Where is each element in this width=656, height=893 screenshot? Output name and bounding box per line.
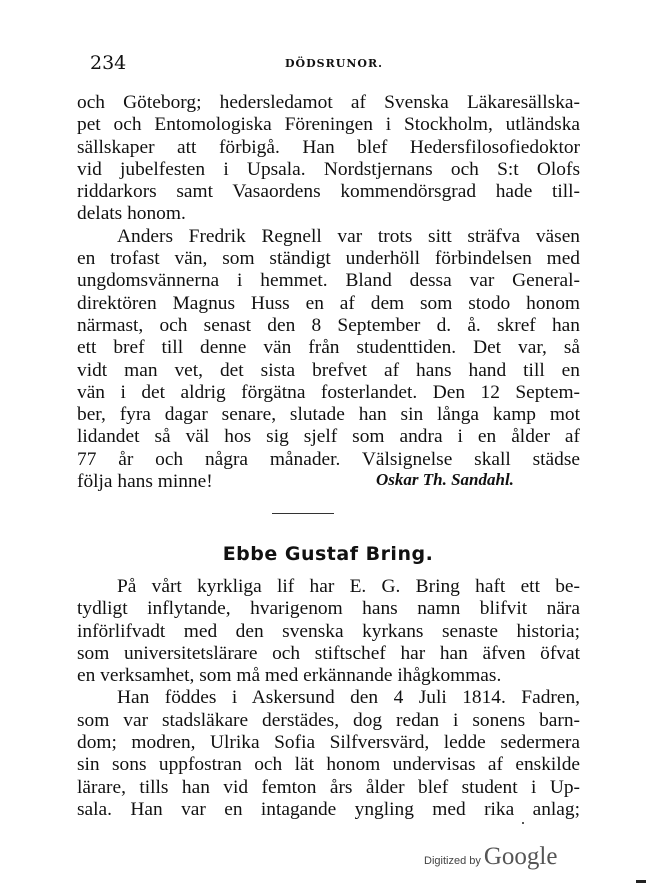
page-number: 234 [90,52,127,74]
text-line: riddarkors samt Vasaordens kommendörsgrad hade till- [77,181,580,203]
watermark-prefix: Digitized by [424,855,481,867]
text-line: lidandet så väl hos sig sjelf som andra i en ålder af [77,426,580,448]
text-line: sällskaper att förbigå. Han blef Hedersfilosofiedoktor [77,136,580,158]
text-line: direktören Magnus Huss en af dem som stodo honom [77,292,580,314]
text-line: en verksamhet, som må med erkännande ihågkommas. [77,665,502,687]
text-line: vidt man vet, det sista brefvet af hans hand till en [77,359,580,381]
text-line: vid jubelfesten i Upsala. Nordstjernans och S:t Olofs [77,158,580,180]
section-divider [272,513,334,514]
print-speck [522,822,524,824]
page-header [90,52,580,78]
text-line: följa hans minne! [77,471,213,493]
text-line: sala. Han var en intagande yngling med rika anlag; [77,798,580,820]
obituary-text-bring [77,576,580,821]
author-signature: Oskar Th. Sandahl. [376,470,514,489]
text-line: införlifvadt med den svenska kyrkans senaste historia; [77,620,580,642]
text-line: vän i det aldrig förgätna fosterlandet. Den 12 Septem- [77,381,580,403]
text-line: Anders Fredrik Regnell var trots sitt sträfva väsen [117,225,580,247]
text-line: sin sons uppfostran och lät honom undervisas af enskilde [77,754,580,776]
text-line: och Göteborg; hedersledamot af Svenska Läkaresällska- [77,92,580,113]
text-line: På vårt kyrkliga lif har E. G. Bring haft ett be- [117,576,580,597]
digitization-watermark [424,843,557,871]
text-line: ungdomsvännerna i hemmet. Bland dessa var General- [77,270,580,292]
text-line: delats honom. [77,203,186,225]
text-line: en trofast vän, som ständigt underhöll förbindelsen med [77,248,580,270]
scan-edge-mark [636,880,646,883]
google-logo: Google [483,843,558,870]
text-line: Han föddes i Askersund den 4 Juli 1814. Fadren, [117,687,580,709]
text-line: närmast, och senast den 8 September d. å. skref han [77,314,580,336]
obituary-text-continued [77,92,580,493]
text-line: ber, fyra dagar senare, slutade han sin långa kamp mot [77,404,580,426]
text-line: tydligt inflytande, hvarigenom hans namn blifvit nära [77,598,580,620]
text-line: som var stadsläkare derstädes, dog redan i sonens barn- [77,709,580,731]
text-line: ett bref till denne vän från studenttiden. Det var, så [77,337,580,359]
running-head: DÖDSRUNOR. [285,57,383,70]
text-line: 77 år och några månader. Välsignelse skall städse [77,448,580,470]
text-line: dom; modren, Ulrika Sofia Silfversvärd, ledde sedermera [77,732,580,754]
section-title: Ebbe Gustaf Bring. [222,543,434,565]
text-line: som universitetslärare och stiftschef har han äfven öfvat [77,642,580,664]
text-line: lärare, tills han vid femton års ålder blef student i Up- [77,776,580,798]
text-line: pet och Entomologiska Föreningen i Stockholm, utländska [77,114,580,136]
